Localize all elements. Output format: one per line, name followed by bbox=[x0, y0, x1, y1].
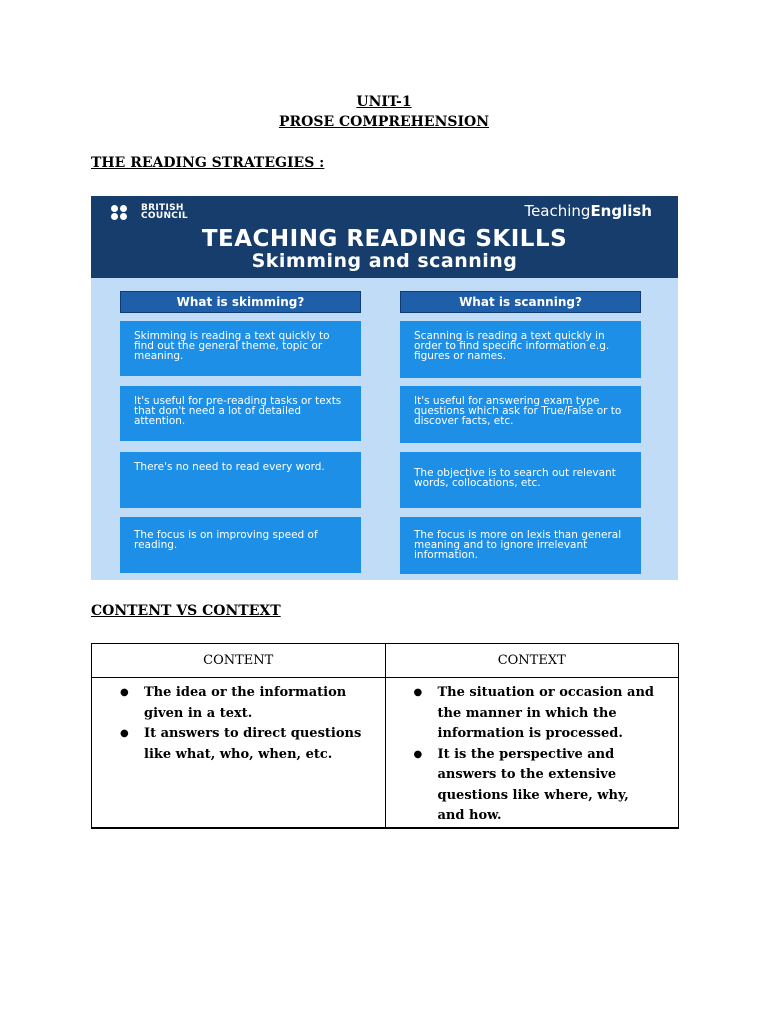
list-item: ● The idea or the information given in a text. bbox=[120, 683, 367, 724]
list-item: ● It is the perspective and answers to the extensive questions like where, why, and how. bbox=[414, 745, 661, 827]
section-heading-content-vs-context: CONTENT VS CONTEXT bbox=[91, 603, 281, 619]
table-row bbox=[92, 678, 679, 828]
skimming-card: Skimming is reading a text quickly to find out the general theme, topic or meaning. bbox=[120, 321, 361, 376]
skimming-heading: What is skimming? bbox=[120, 291, 361, 313]
scanning-card: The focus is more on lexis than general meaning and to ignore irrelevant information. bbox=[400, 517, 641, 574]
brand-line-1: BRITISH bbox=[141, 203, 184, 213]
infographic-header bbox=[91, 196, 678, 278]
column-header-content: CONTENT bbox=[92, 644, 386, 678]
brand-name bbox=[141, 204, 188, 220]
scanning-card: Scanning is reading a text quickly in order to find specific information e.g. figures or names. bbox=[400, 321, 641, 378]
context-list bbox=[414, 683, 661, 827]
section-heading-reading-strategies: THE READING STRATEGIES : bbox=[91, 155, 325, 171]
scanning-card: The objective is to search out relevant words, collocations, etc. bbox=[400, 452, 641, 508]
scanning-card: It's useful for answering exam type questions which ask for True/False or to discover facts, etc. bbox=[400, 386, 641, 443]
context-cell bbox=[385, 678, 679, 828]
table-header-row bbox=[92, 644, 679, 678]
infographic-title: TEACHING READING SKILLS bbox=[201, 226, 568, 252]
content-context-table bbox=[91, 643, 679, 829]
brand-line-2: COUNCIL bbox=[141, 211, 188, 221]
list-item: ● It answers to direct questions like what, who, when, etc. bbox=[120, 724, 367, 765]
column-header-context: CONTEXT bbox=[385, 644, 679, 678]
list-item: ● The situation or occasion and the manner in which the information is processed. bbox=[414, 683, 661, 745]
unit-title: UNIT-1 bbox=[356, 94, 412, 110]
skimming-card: It's useful for pre-reading tasks or texts that don't need a lot of detailed attention. bbox=[120, 386, 361, 441]
unit-subtitle: PROSE COMPREHENSION bbox=[278, 114, 490, 130]
british-council-logo-icon bbox=[111, 205, 137, 221]
scanning-heading: What is scanning? bbox=[400, 291, 641, 313]
teaching-word: Teaching bbox=[524, 202, 591, 220]
teaching-english-logo bbox=[524, 202, 652, 220]
infographic-subtitle: Skimming and scanning bbox=[251, 250, 518, 272]
reading-skills-infographic bbox=[91, 196, 678, 580]
skimming-card: The focus is on improving speed of reading. bbox=[120, 517, 361, 573]
content-cell bbox=[92, 678, 386, 828]
content-list bbox=[120, 683, 367, 765]
english-word: English bbox=[590, 202, 652, 220]
skimming-card: There's no need to read every word. bbox=[120, 452, 361, 508]
